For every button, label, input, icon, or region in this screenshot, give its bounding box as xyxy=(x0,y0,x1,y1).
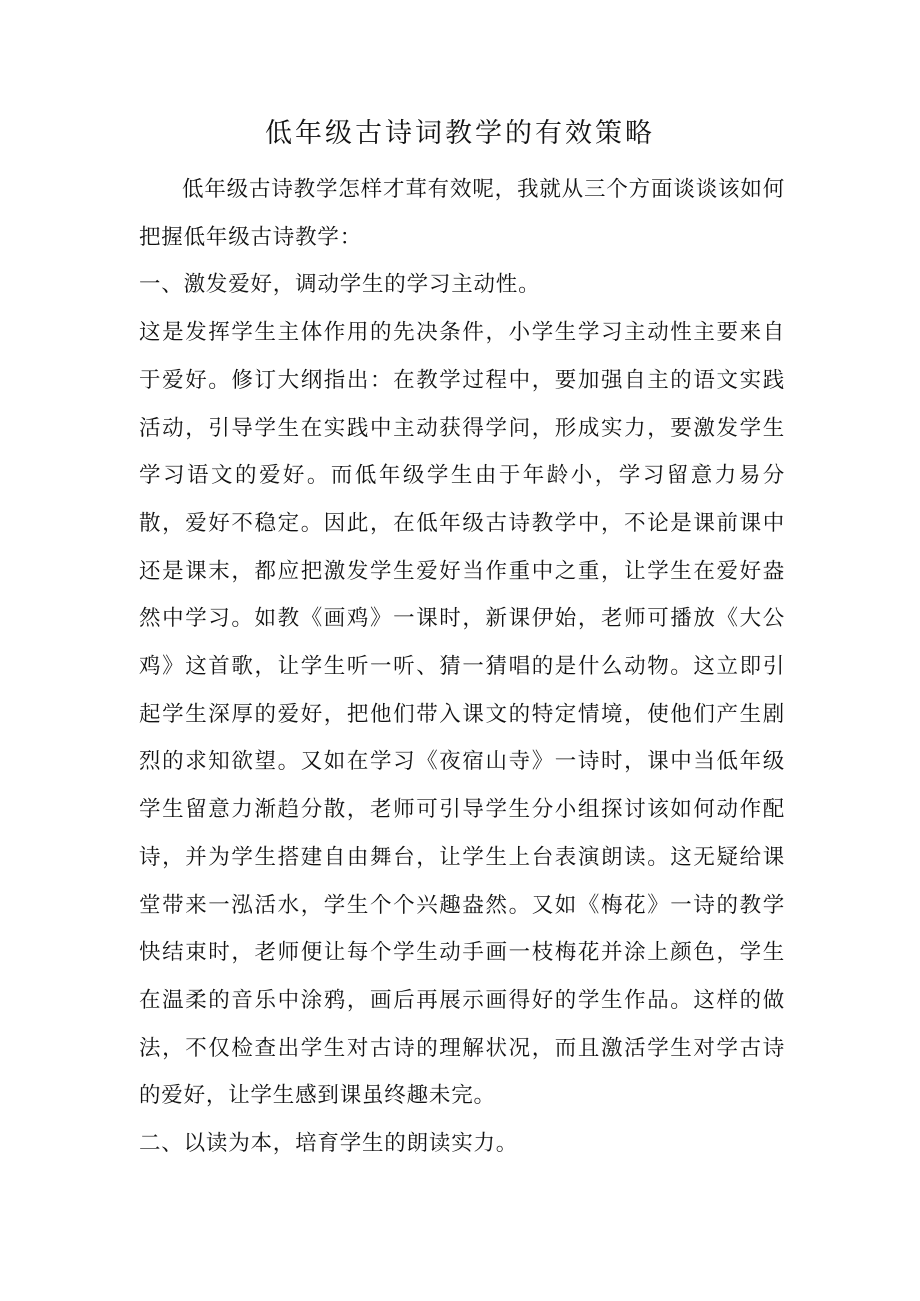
body-paragraph: 这是发挥学生主体作用的先决条件，小学生学习主动性主要来自于爱好。修订大纲指出：在教学过程中，要加强自主的语文实践活动，引导学生在实践中主动获得学问，形成实力，要激发学生学习语文的爱好。而低年级学生由于年龄小，学习留意力易分散，爱好不稳定。因此，在低年级古诗教学中，不论是课前课中还是课末，都应把激发学生爱好当作重中之重，让学生在爱好盎然中学习。如教《画鸡》一课时，新课伊始，老师可播放《大公鸡》这首歌，让学生听一听、猜一猜唱的是什么动物。这立即引起学生深厚的爱好，把他们带入课文的特定情境，使他们产生剧烈的求知欲望。又如在学习《夜宿山寺》一诗时，课中当低年级学生留意力渐趋分散，老师可引导学生分小组探讨该如何动作配诗，并为学生搭建自由舞台，让学生上台表演朗读。这无疑给课堂带来一泓活水，学生个个兴趣盎然。又如《梅花》一诗的教学快结束时，老师便让每个学生动手画一枝梅花并涂上颜色，学生在温柔的音乐中涂鸦，画后再展示画得好的学生作品。这样的做法，不仅检查出学生对古诗的理解状况，而且激活学生对学古诗的爱好，让学生感到课虽终趣未完。 xyxy=(139,320,785,1109)
section-heading-1: 一、激发爱好，调动学生的学习主动性。 xyxy=(139,272,541,298)
document-body xyxy=(139,166,785,1168)
intro-paragraph: 低年级古诗教学怎样才茸有效呢，我就从三个方面谈谈该如何把握低年级古诗教学： xyxy=(139,177,785,250)
document-title: 低年级古诗词教学的有效策略 xyxy=(265,118,655,149)
section-heading-2: 二、以读为本，培育学生的朗读实力。 xyxy=(139,1131,519,1157)
